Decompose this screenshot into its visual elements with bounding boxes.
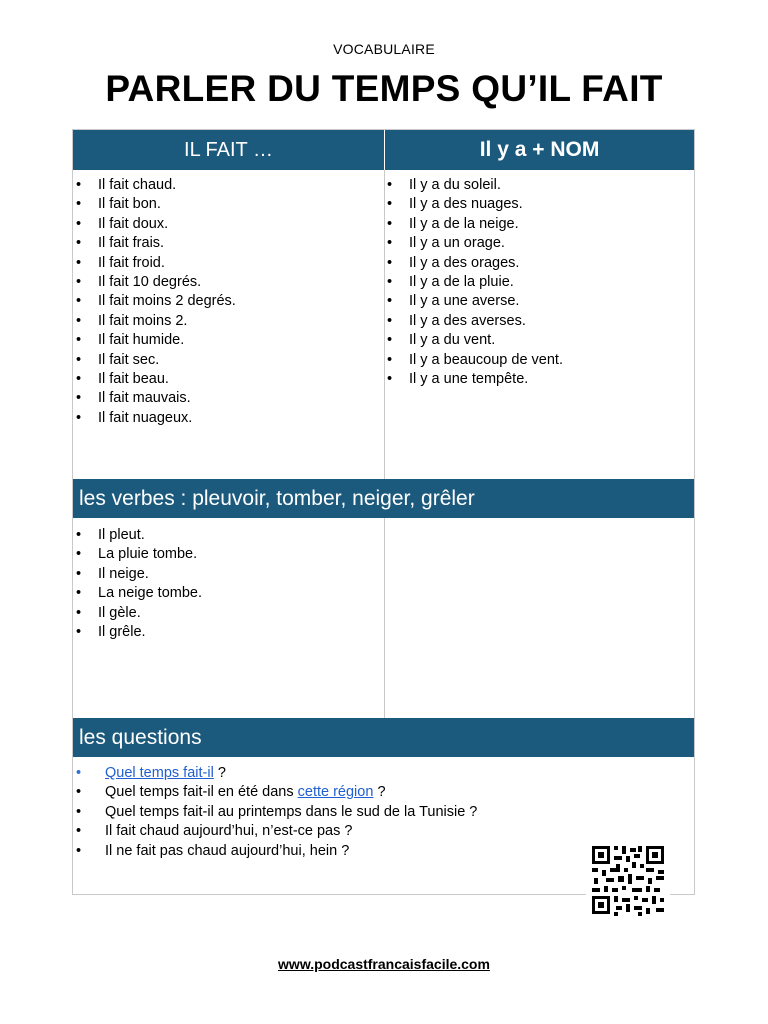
cette-region-link[interactable]: cette région [297,784,374,801]
list-item: • La pluie tombe. [73,545,202,564]
questions-list [73,764,477,861]
list-item: • Il gèle. [73,604,202,623]
column-divider [384,518,385,718]
questions-heading: les questions [73,718,694,757]
website-link[interactable]: www.podcastfrancaisfacile.com [278,956,490,972]
question-item: • Il ne fait pas chaud aujourd’hui, hein ? [73,842,477,861]
list-item: • Il fait nuageux. [73,409,236,428]
list-item: • Il y a une tempête. [384,370,563,389]
list-item: • Il y a des nuages. [384,195,563,214]
vocab-table [72,129,695,895]
quel-temps-link[interactable]: Quel temps fait-il [105,765,214,781]
verbes-list [73,526,202,642]
list-item: • Il fait moins 2. [73,312,236,331]
kicker-label: VOCABULAIRE [333,41,435,57]
list-item: • La neige tombe. [73,584,202,603]
list-item: • Il y a des averses. [384,312,563,331]
question-text: Quel temps fait-il en été dans [105,784,298,801]
qr-code-icon[interactable] [586,840,670,920]
list-item: • Il y a du vent. [384,331,563,350]
list-item: • Il pleut. [73,526,202,545]
question-item [73,783,477,802]
list-item: • Il fait chaud. [73,176,236,195]
question-item: • Quel temps fait-il au printemps dans le sud de la Tunisie ? [73,803,477,822]
list-item: • Il fait 10 degrés. [73,273,236,292]
list-item: • Il y a beaucoup de vent. [384,351,563,370]
il-fait-list [73,176,236,428]
question-item: • Il fait chaud aujourd’hui, n’est-ce pas ? [73,822,477,841]
il-y-a-heading: Il y a + NOM [385,130,694,170]
question-suffix: ? [213,765,226,781]
list-item: • Il y a des orages. [384,254,563,273]
question-suffix: ? [373,784,386,801]
list-item: • Il fait froid. [73,254,236,273]
list-item: • Il y a une averse. [384,292,563,311]
il-y-a-list [384,176,563,389]
list-item: • Il y a du soleil. [384,176,563,195]
list-item: • Il fait frais. [73,234,236,253]
list-item: • Il fait humide. [73,331,236,350]
list-item: • Il fait moins 2 degrés. [73,292,236,311]
question-item [73,764,477,783]
list-item: • Il y a de la neige. [384,215,563,234]
list-item: • Il y a de la pluie. [384,273,563,292]
list-item: • Il fait beau. [73,370,236,389]
list-item: • Il y a un orage. [384,234,563,253]
list-item: • Il fait sec. [73,351,236,370]
il-fait-heading: IL FAIT … [73,130,384,170]
list-item: • Il grêle. [73,623,202,642]
list-item: • Il fait doux. [73,215,236,234]
page-title: PARLER DU TEMPS QU’IL FAIT [105,68,663,109]
list-item: • Il neige. [73,565,202,584]
list-item: • Il fait bon. [73,195,236,214]
verbes-heading: les verbes : pleuvoir, tomber, neiger, grêler [73,479,694,518]
list-item: • Il fait mauvais. [73,389,236,408]
